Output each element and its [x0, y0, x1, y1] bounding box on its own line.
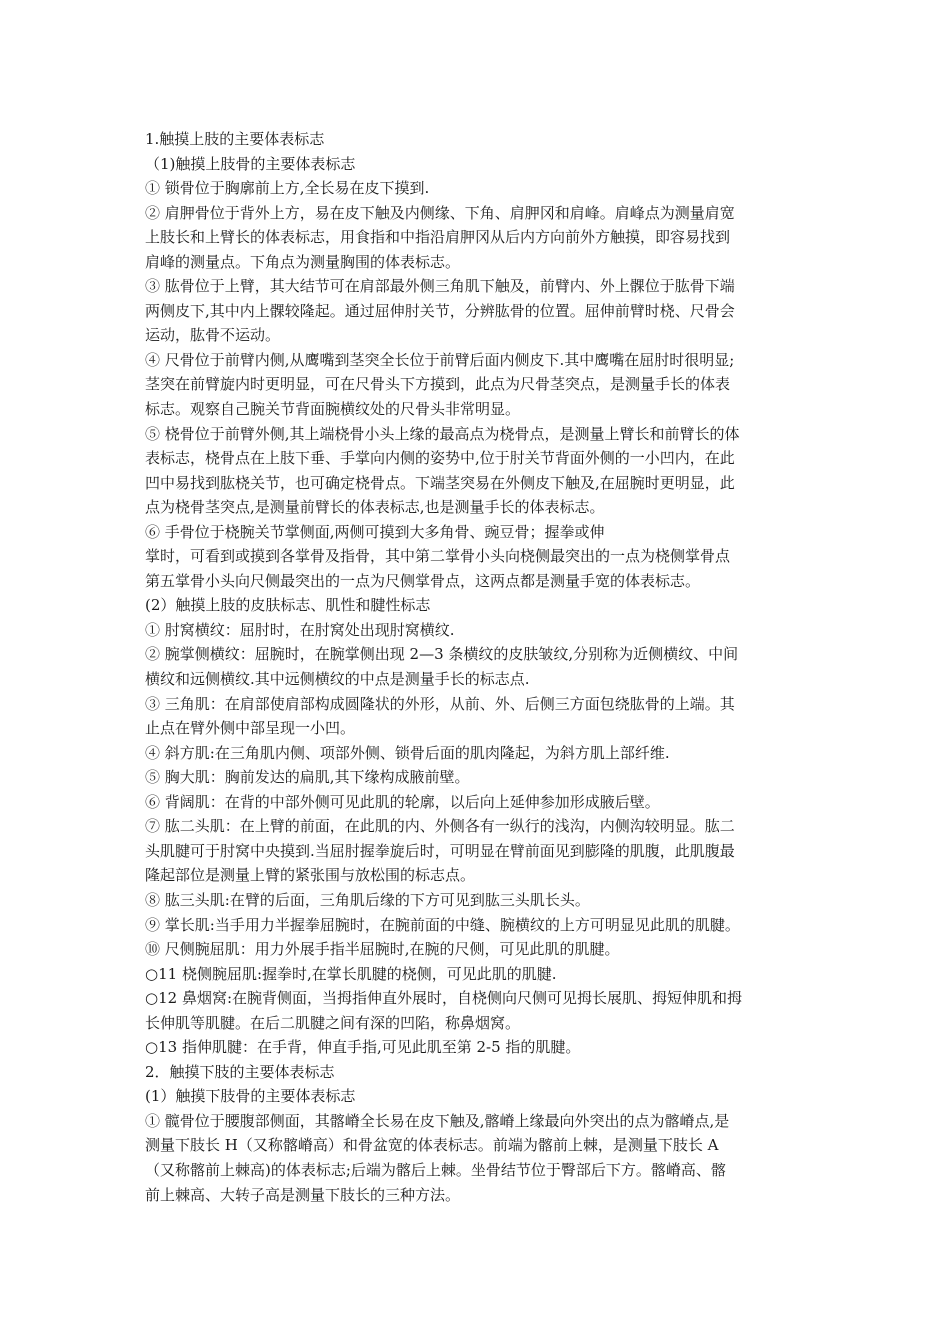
- text-line: （又称髂前上棘高)的体表标志;后端为髂后上棘。坐骨结节位于臀部后下方。髂嵴高、髂: [145, 1160, 726, 1179]
- text-line: ② 肩胛骨位于背外上方，易在皮下触及内侧缘、下角、肩胛冈和肩峰。肩峰点为测量肩宽: [145, 203, 735, 222]
- text-line: 标志。观察自己腕关节背面腕横纹处的尺骨头非常明显。: [145, 400, 521, 419]
- text-line: 肩峰的测量点。下角点为测量胸围的体表标志。: [145, 252, 461, 271]
- text-line: ① 锁骨位于胸廓前上方,全长易在皮下摸到.: [145, 179, 430, 198]
- text-line: ⑥ 手骨位于桡腕关节掌侧面,两侧可摸到大多角骨、豌豆骨；握拳或伸: [145, 522, 605, 541]
- text-line: ① 髋骨位于腰腹部侧面，其髂嵴全长易在皮下触及,髂嵴上缘最向外突出的点为髂嵴点,是: [145, 1111, 730, 1130]
- text-line: 第五掌骨小头向尺侧最突出的一点为尺侧掌骨点，这两点都是测量手宽的体表标志。: [145, 571, 701, 590]
- text-line: ③ 肱骨位于上臂，其大结节可在肩部最外侧三角肌下触及，前臂内、外上髁位于肱骨下端: [145, 277, 735, 296]
- text-line: 凹中易找到肱桡关节，也可确定桡骨点。下端茎突易在外侧皮下触及,在屈腕时更明显，此: [145, 473, 735, 492]
- text-line: 上肢长和上臂长的体表标志，用食指和中指沿肩胛冈从后内方向前外方触摸，即容易找到: [145, 228, 731, 247]
- text-line: ⑤ 桡骨位于前臂外侧,其上端桡骨小头上缘的最高点为桡骨点，是测量上臂长和前臂长的体: [145, 424, 740, 443]
- text-line: 两侧皮下,其中内上髁较隆起。通过屈伸肘关节，分辨肱骨的位置。屈伸前臂时桡、尺骨会: [145, 301, 735, 320]
- text-line: (2）触摸上肢的皮肤标志、肌性和腱性标志: [145, 596, 431, 615]
- text-line: 茎突在前臂旋内时更明显，可在尺骨头下方摸到，此点为尺骨茎突点，是测量手长的体表: [145, 375, 731, 394]
- document-body: [145, 127, 807, 1207]
- text-line: 2．触摸下肢的主要体表标志: [145, 1062, 335, 1081]
- text-line: ③ 三角肌：在肩部使肩部构成圆隆状的外形，从前、外、后侧三方面包绕肱骨的上端。其: [145, 694, 735, 713]
- text-line: （1)触摸上肢骨的主要体表标志: [145, 154, 356, 173]
- text-line: 隆起部位是测量上臂的紧张围与放松围的标志点。: [145, 866, 476, 885]
- text-line: ④ 尺骨位于前臂内侧,从鹰嘴到茎突全长位于前臂后面内侧皮下.其中鹰嘴在屈肘时很明显;: [145, 350, 735, 369]
- text-line: ④ 斜方肌:在三角肌内侧、项部外侧、锁骨后面的肌肉隆起，为斜方肌上部纤维.: [145, 743, 670, 762]
- text-line: 长伸肌等肌腱。在后二肌腱之间有深的凹陷，称鼻烟窝。: [145, 1013, 521, 1032]
- text-line: ○13 指伸肌腱：在手背，伸直手指,可见此肌至第 2-5 指的肌腱。: [145, 1038, 581, 1057]
- text-line: 横纹和远侧横纹.其中远侧横纹的中点是测量手长的标志点.: [145, 670, 530, 689]
- text-line: (1）触摸下肢骨的主要体表标志: [145, 1087, 356, 1106]
- text-line: ⑦ 肱二头肌：在上臂的前面，在此肌的内、外侧各有一纵行的浅沟，内侧沟较明显。肱二: [145, 817, 735, 836]
- text-line: ○12 鼻烟窝:在腕背侧面，当拇指伸直外展时，自桡侧向尺侧可见拇长展肌、拇短伸肌和拇: [145, 989, 743, 1008]
- text-line: ○11 桡侧腕屈肌:握拳时,在掌长肌腱的桡侧，可见此肌的肌腱.: [145, 964, 557, 983]
- text-line: ⑥ 背阔肌：在背的中部外侧可见此肌的轮廓，以后向上延伸参加形成腋后壁。: [145, 792, 660, 811]
- text-line: ② 腕掌侧横纹：屈腕时，在腕掌侧出现 2—3 条横纹的皮肤皱纹,分别称为近侧横纹、中间: [145, 645, 739, 664]
- text-line: 点为桡骨茎突点,是测量前臂长的体表标志,也是测量手长的体表标志。: [145, 498, 605, 517]
- text-line: 掌时，可看到或摸到各掌骨及指骨，其中第二掌骨小头向桡侧最突出的一点为桡侧掌骨点: [145, 547, 731, 566]
- text-line: 头肌腱可于肘窝中央摸到.当屈肘握拳旋后时，可明显在臂前面见到膨隆的肌腹，此肌腹最: [145, 841, 735, 860]
- text-line: ⑤ 胸大肌：胸前发达的扁肌,其下缘构成腋前壁。: [145, 768, 470, 787]
- text-line: 表标志，桡骨点在上肢下垂、手掌向内侧的姿势中,位于肘关节背面外侧的一小凹内，在此: [145, 449, 735, 468]
- text-line: ⑩ 尺侧腕屈肌：用力外展手指半屈腕时,在腕的尺侧，可见此肌的肌腱。: [145, 940, 620, 959]
- text-line: ⑨ 掌长肌:当手用力半握拳屈腕时，在腕前面的中缝、腕横纹的上方可明显见此肌的肌腱。: [145, 915, 740, 934]
- text-line: 1.触摸上肢的主要体表标志: [145, 130, 325, 148]
- text-line: ⑧ 肱三头肌:在臂的后面，三角肌后缘的下方可见到肱三头肌长头。: [145, 890, 590, 909]
- text-line: ① 肘窝横纹：屈肘时，在肘窝处出现肘窝横纹.: [145, 620, 455, 639]
- text-line: 运动，肱骨不运动。: [145, 326, 281, 345]
- text-line: 止点在臂外侧中部呈现一小凹。: [145, 719, 356, 738]
- text-line: 前上棘高、大转子高是测量下肢长的三种方法。: [145, 1185, 461, 1204]
- text-line: 测量下肢长 H（又称髂嵴高）和骨盆宽的体表标志。前端为髂前上棘，是测量下肢长 A: [145, 1136, 719, 1155]
